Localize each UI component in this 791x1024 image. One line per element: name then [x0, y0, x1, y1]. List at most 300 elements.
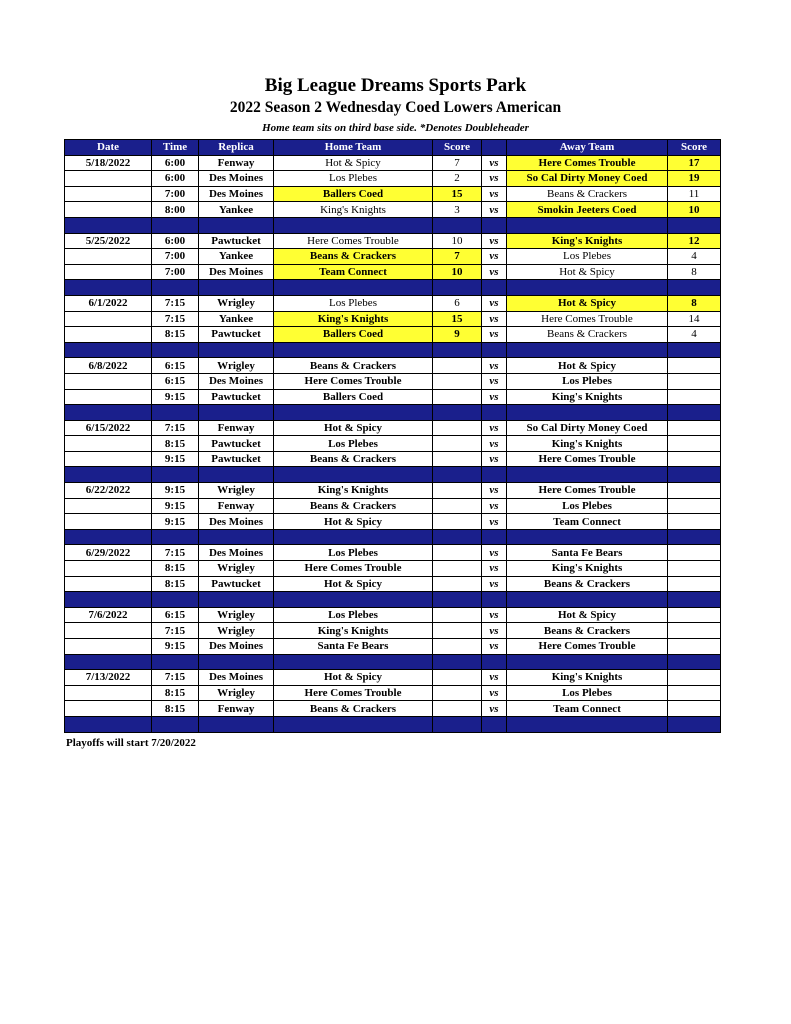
away-score-cell: 11 — [668, 186, 721, 202]
vs-cell: vs — [482, 498, 507, 514]
away-team-cell: So Cal Dirty Money Coed — [507, 420, 668, 436]
separator-cell — [199, 405, 274, 421]
vs-cell: vs — [482, 420, 507, 436]
separator-cell — [482, 342, 507, 358]
replica-cell: Wrigley — [199, 295, 274, 311]
week-separator-row — [65, 716, 721, 732]
home-team-cell: Ballers Coed — [274, 186, 433, 202]
replica-cell: Yankee — [199, 249, 274, 265]
vs-cell: vs — [482, 701, 507, 717]
date-cell — [65, 451, 152, 467]
week-separator-row — [65, 217, 721, 233]
separator-cell — [274, 529, 433, 545]
separator-cell — [668, 592, 721, 608]
replica-cell: Wrigley — [199, 561, 274, 577]
separator-cell — [482, 592, 507, 608]
vs-cell: vs — [482, 295, 507, 311]
home-score-cell — [433, 576, 482, 592]
game-row — [65, 295, 721, 311]
time-cell: 8:15 — [152, 436, 199, 452]
date-cell — [65, 498, 152, 514]
away-team-cell: Here Comes Trouble — [507, 639, 668, 655]
time-cell: 7:00 — [152, 186, 199, 202]
away-team-cell: Santa Fe Bears — [507, 545, 668, 561]
home-score-cell — [433, 701, 482, 717]
time-cell: 6:00 — [152, 233, 199, 249]
time-cell: 9:15 — [152, 639, 199, 655]
date-cell: 7/6/2022 — [65, 607, 152, 623]
game-row — [65, 264, 721, 280]
separator-cell — [507, 405, 668, 421]
separator-cell — [199, 716, 274, 732]
separator-cell — [668, 716, 721, 732]
separator-cell — [152, 529, 199, 545]
home-team-cell: Ballers Coed — [274, 327, 433, 343]
replica-cell: Des Moines — [199, 264, 274, 280]
time-cell: 7:15 — [152, 311, 199, 327]
time-cell: 6:15 — [152, 358, 199, 374]
game-row — [65, 358, 721, 374]
separator-cell — [65, 654, 152, 670]
home-team-cell: Hot & Spicy — [274, 420, 433, 436]
separator-cell — [199, 280, 274, 296]
replica-cell: Wrigley — [199, 623, 274, 639]
separator-cell — [152, 342, 199, 358]
separator-cell — [65, 280, 152, 296]
replica-cell: Des Moines — [199, 670, 274, 686]
home-team-cell: Beans & Crackers — [274, 701, 433, 717]
home-team-cell: Los Plebes — [274, 295, 433, 311]
separator-cell — [433, 529, 482, 545]
separator-cell — [507, 217, 668, 233]
week-separator-row — [65, 280, 721, 296]
vs-cell: vs — [482, 233, 507, 249]
away-score-cell: 17 — [668, 155, 721, 171]
separator-cell — [65, 592, 152, 608]
vs-cell: vs — [482, 670, 507, 686]
game-row — [65, 436, 721, 452]
game-row — [65, 327, 721, 343]
separator-cell — [507, 342, 668, 358]
replica-cell: Wrigley — [199, 358, 274, 374]
away-team-cell: King's Knights — [507, 233, 668, 249]
replica-cell: Des Moines — [199, 514, 274, 530]
separator-cell — [433, 405, 482, 421]
date-cell — [65, 701, 152, 717]
separator-cell — [507, 716, 668, 732]
game-row — [65, 670, 721, 686]
away-score-cell: 19 — [668, 171, 721, 187]
replica-cell: Yankee — [199, 202, 274, 218]
home-team-cell: King's Knights — [274, 623, 433, 639]
home-score-cell — [433, 373, 482, 389]
away-team-cell: Team Connect — [507, 701, 668, 717]
away-score-cell: 12 — [668, 233, 721, 249]
header-row — [65, 140, 721, 156]
vs-cell: vs — [482, 639, 507, 655]
separator-cell — [507, 529, 668, 545]
date-cell: 5/25/2022 — [65, 233, 152, 249]
replica-cell: Pawtucket — [199, 436, 274, 452]
replica-cell: Des Moines — [199, 639, 274, 655]
time-cell: 8:15 — [152, 685, 199, 701]
date-cell: 7/13/2022 — [65, 670, 152, 686]
page-note: Home team sits on third base side. *Denotes Doubleheader — [262, 122, 529, 134]
separator-cell — [274, 716, 433, 732]
time-cell: 7:00 — [152, 264, 199, 280]
game-row — [65, 639, 721, 655]
separator-cell — [482, 529, 507, 545]
away-score-cell — [668, 389, 721, 405]
away-score-cell: 4 — [668, 249, 721, 265]
home-team-cell: Santa Fe Bears — [274, 639, 433, 655]
away-score-cell: 8 — [668, 264, 721, 280]
home-score-cell — [433, 498, 482, 514]
game-row — [65, 701, 721, 717]
home-score-cell: 15 — [433, 186, 482, 202]
replica-cell: Fenway — [199, 498, 274, 514]
away-team-cell: Here Comes Trouble — [507, 311, 668, 327]
column-header-date: Date — [65, 140, 152, 156]
date-cell — [65, 576, 152, 592]
date-cell — [65, 623, 152, 639]
away-team-cell: Here Comes Trouble — [507, 155, 668, 171]
separator-cell — [433, 280, 482, 296]
vs-cell: vs — [482, 155, 507, 171]
separator-cell — [274, 654, 433, 670]
game-row — [65, 623, 721, 639]
separator-cell — [507, 592, 668, 608]
home-score-cell — [433, 623, 482, 639]
game-row — [65, 202, 721, 218]
home-score-cell — [433, 514, 482, 530]
vs-cell: vs — [482, 483, 507, 499]
away-team-cell: Beans & Crackers — [507, 327, 668, 343]
vs-cell: vs — [482, 358, 507, 374]
time-cell: 6:15 — [152, 607, 199, 623]
separator-cell — [668, 654, 721, 670]
date-cell: 6/15/2022 — [65, 420, 152, 436]
separator-cell — [152, 592, 199, 608]
away-score-cell — [668, 576, 721, 592]
date-cell — [65, 186, 152, 202]
away-score-cell — [668, 685, 721, 701]
column-header-away-score: Score — [668, 140, 721, 156]
away-score-cell: 14 — [668, 311, 721, 327]
game-row — [65, 607, 721, 623]
game-row — [65, 576, 721, 592]
away-team-cell: Los Plebes — [507, 685, 668, 701]
home-team-cell: Beans & Crackers — [274, 451, 433, 467]
date-cell: 6/29/2022 — [65, 545, 152, 561]
time-cell: 7:15 — [152, 295, 199, 311]
replica-cell: Pawtucket — [199, 576, 274, 592]
week-separator-row — [65, 405, 721, 421]
separator-cell — [274, 217, 433, 233]
separator-cell — [152, 467, 199, 483]
column-header-home-score: Score — [433, 140, 482, 156]
game-row — [65, 249, 721, 265]
date-cell — [65, 249, 152, 265]
away-score-cell — [668, 483, 721, 499]
date-cell — [65, 514, 152, 530]
away-team-cell: Hot & Spicy — [507, 607, 668, 623]
time-cell: 9:15 — [152, 498, 199, 514]
time-cell: 7:15 — [152, 545, 199, 561]
away-score-cell — [668, 701, 721, 717]
replica-cell: Pawtucket — [199, 327, 274, 343]
away-score-cell — [668, 639, 721, 655]
vs-cell: vs — [482, 264, 507, 280]
away-score-cell — [668, 607, 721, 623]
separator-cell — [433, 217, 482, 233]
separator-cell — [482, 405, 507, 421]
separator-cell — [274, 342, 433, 358]
separator-cell — [274, 592, 433, 608]
away-team-cell: Beans & Crackers — [507, 576, 668, 592]
replica-cell: Fenway — [199, 155, 274, 171]
home-score-cell — [433, 451, 482, 467]
separator-cell — [199, 592, 274, 608]
away-score-cell — [668, 545, 721, 561]
away-team-cell: Here Comes Trouble — [507, 483, 668, 499]
vs-cell: vs — [482, 373, 507, 389]
game-row — [65, 545, 721, 561]
date-cell: 5/18/2022 — [65, 155, 152, 171]
week-separator-row — [65, 592, 721, 608]
time-cell: 7:15 — [152, 623, 199, 639]
home-score-cell — [433, 685, 482, 701]
column-header-home-team: Home Team — [274, 140, 433, 156]
home-team-cell: Here Comes Trouble — [274, 373, 433, 389]
time-cell: 8:00 — [152, 202, 199, 218]
home-team-cell: King's Knights — [274, 483, 433, 499]
time-cell: 7:15 — [152, 670, 199, 686]
time-cell: 6:00 — [152, 171, 199, 187]
week-separator-row — [65, 467, 721, 483]
away-team-cell: So Cal Dirty Money Coed — [507, 171, 668, 187]
separator-cell — [274, 405, 433, 421]
separator-cell — [482, 217, 507, 233]
time-cell: 8:15 — [152, 561, 199, 577]
home-team-cell: Los Plebes — [274, 171, 433, 187]
separator-cell — [433, 716, 482, 732]
away-team-cell: King's Knights — [507, 389, 668, 405]
home-score-cell: 3 — [433, 202, 482, 218]
home-team-cell: Hot & Spicy — [274, 670, 433, 686]
vs-cell: vs — [482, 311, 507, 327]
home-score-cell: 6 — [433, 295, 482, 311]
schedule-table — [64, 139, 721, 733]
away-score-cell — [668, 561, 721, 577]
home-score-cell — [433, 561, 482, 577]
vs-cell: vs — [482, 202, 507, 218]
vs-cell: vs — [482, 545, 507, 561]
date-cell — [65, 171, 152, 187]
game-row — [65, 186, 721, 202]
home-team-cell: King's Knights — [274, 202, 433, 218]
week-separator-row — [65, 342, 721, 358]
home-team-cell: King's Knights — [274, 311, 433, 327]
separator-cell — [274, 467, 433, 483]
replica-cell: Fenway — [199, 420, 274, 436]
schedule-body — [65, 155, 721, 732]
vs-cell: vs — [482, 451, 507, 467]
home-team-cell: Los Plebes — [274, 607, 433, 623]
away-team-cell: Beans & Crackers — [507, 186, 668, 202]
date-cell — [65, 436, 152, 452]
vs-cell: vs — [482, 685, 507, 701]
away-score-cell — [668, 498, 721, 514]
home-score-cell — [433, 436, 482, 452]
page-subtitle: 2022 Season 2 Wednesday Coed Lowers American — [229, 99, 562, 116]
time-cell: 8:15 — [152, 576, 199, 592]
home-score-cell — [433, 483, 482, 499]
game-row — [65, 685, 721, 701]
home-team-cell: Hot & Spicy — [274, 155, 433, 171]
column-header-time: Time — [152, 140, 199, 156]
time-cell: 9:15 — [152, 389, 199, 405]
separator-cell — [152, 280, 199, 296]
vs-cell: vs — [482, 186, 507, 202]
date-cell — [65, 373, 152, 389]
separator-cell — [199, 217, 274, 233]
page-title: Big League Dreams Sports Park — [264, 75, 527, 96]
date-cell: 6/8/2022 — [65, 358, 152, 374]
replica-cell: Des Moines — [199, 545, 274, 561]
separator-cell — [199, 529, 274, 545]
date-cell — [65, 389, 152, 405]
away-score-cell — [668, 436, 721, 452]
game-row — [65, 233, 721, 249]
separator-cell — [433, 342, 482, 358]
home-score-cell: 9 — [433, 327, 482, 343]
home-team-cell: Here Comes Trouble — [274, 685, 433, 701]
home-score-cell: 7 — [433, 249, 482, 265]
vs-cell: vs — [482, 389, 507, 405]
replica-cell: Wrigley — [199, 607, 274, 623]
replica-cell: Yankee — [199, 311, 274, 327]
separator-cell — [152, 654, 199, 670]
vs-cell: vs — [482, 327, 507, 343]
time-cell: 9:15 — [152, 451, 199, 467]
replica-cell: Fenway — [199, 701, 274, 717]
home-score-cell — [433, 420, 482, 436]
separator-cell — [199, 342, 274, 358]
footer-note: Playoffs will start 7/20/2022 — [66, 737, 196, 749]
home-team-cell: Beans & Crackers — [274, 358, 433, 374]
game-row — [65, 373, 721, 389]
away-team-cell: King's Knights — [507, 670, 668, 686]
week-separator-row — [65, 529, 721, 545]
separator-cell — [482, 716, 507, 732]
column-header-replica: Replica — [199, 140, 274, 156]
vs-cell: vs — [482, 561, 507, 577]
game-row — [65, 389, 721, 405]
game-row — [65, 483, 721, 499]
time-cell: 7:15 — [152, 420, 199, 436]
separator-cell — [199, 467, 274, 483]
separator-cell — [65, 217, 152, 233]
game-row — [65, 155, 721, 171]
date-cell — [65, 327, 152, 343]
time-cell: 9:15 — [152, 483, 199, 499]
home-score-cell: 2 — [433, 171, 482, 187]
separator-cell — [482, 654, 507, 670]
separator-cell — [199, 654, 274, 670]
away-score-cell — [668, 623, 721, 639]
away-score-cell — [668, 420, 721, 436]
home-team-cell: Beans & Crackers — [274, 249, 433, 265]
game-row — [65, 420, 721, 436]
home-team-cell: Ballers Coed — [274, 389, 433, 405]
time-cell: 9:15 — [152, 514, 199, 530]
away-team-cell: Hot & Spicy — [507, 264, 668, 280]
separator-cell — [668, 405, 721, 421]
game-row — [65, 451, 721, 467]
separator-cell — [668, 280, 721, 296]
vs-cell: vs — [482, 623, 507, 639]
home-team-cell: Los Plebes — [274, 545, 433, 561]
away-team-cell: King's Knights — [507, 436, 668, 452]
separator-cell — [152, 217, 199, 233]
away-team-cell: Los Plebes — [507, 249, 668, 265]
separator-cell — [433, 592, 482, 608]
replica-cell: Des Moines — [199, 186, 274, 202]
away-team-cell: Hot & Spicy — [507, 358, 668, 374]
home-team-cell: Here Comes Trouble — [274, 233, 433, 249]
date-cell — [65, 311, 152, 327]
home-score-cell — [433, 389, 482, 405]
away-score-cell: 4 — [668, 327, 721, 343]
time-cell: 6:00 — [152, 155, 199, 171]
game-row — [65, 561, 721, 577]
time-cell: 8:15 — [152, 701, 199, 717]
vs-cell: vs — [482, 171, 507, 187]
away-score-cell — [668, 373, 721, 389]
separator-cell — [507, 654, 668, 670]
home-score-cell: 7 — [433, 155, 482, 171]
away-team-cell: Beans & Crackers — [507, 623, 668, 639]
home-score-cell — [433, 545, 482, 561]
home-score-cell: 15 — [433, 311, 482, 327]
vs-cell: vs — [482, 514, 507, 530]
game-row — [65, 514, 721, 530]
separator-cell — [507, 280, 668, 296]
home-team-cell: Here Comes Trouble — [274, 561, 433, 577]
away-score-cell — [668, 514, 721, 530]
week-separator-row — [65, 654, 721, 670]
away-team-cell: Smokin Jeeters Coed — [507, 202, 668, 218]
separator-cell — [152, 405, 199, 421]
date-cell — [65, 561, 152, 577]
separator-cell — [668, 217, 721, 233]
away-score-cell — [668, 358, 721, 374]
separator-cell — [65, 716, 152, 732]
date-cell — [65, 202, 152, 218]
away-team-cell: Hot & Spicy — [507, 295, 668, 311]
time-cell: 8:15 — [152, 327, 199, 343]
separator-cell — [668, 467, 721, 483]
separator-cell — [65, 467, 152, 483]
separator-cell — [482, 467, 507, 483]
separator-cell — [274, 280, 433, 296]
date-cell — [65, 264, 152, 280]
away-score-cell: 8 — [668, 295, 721, 311]
separator-cell — [507, 467, 668, 483]
vs-cell: vs — [482, 249, 507, 265]
date-cell: 6/22/2022 — [65, 483, 152, 499]
